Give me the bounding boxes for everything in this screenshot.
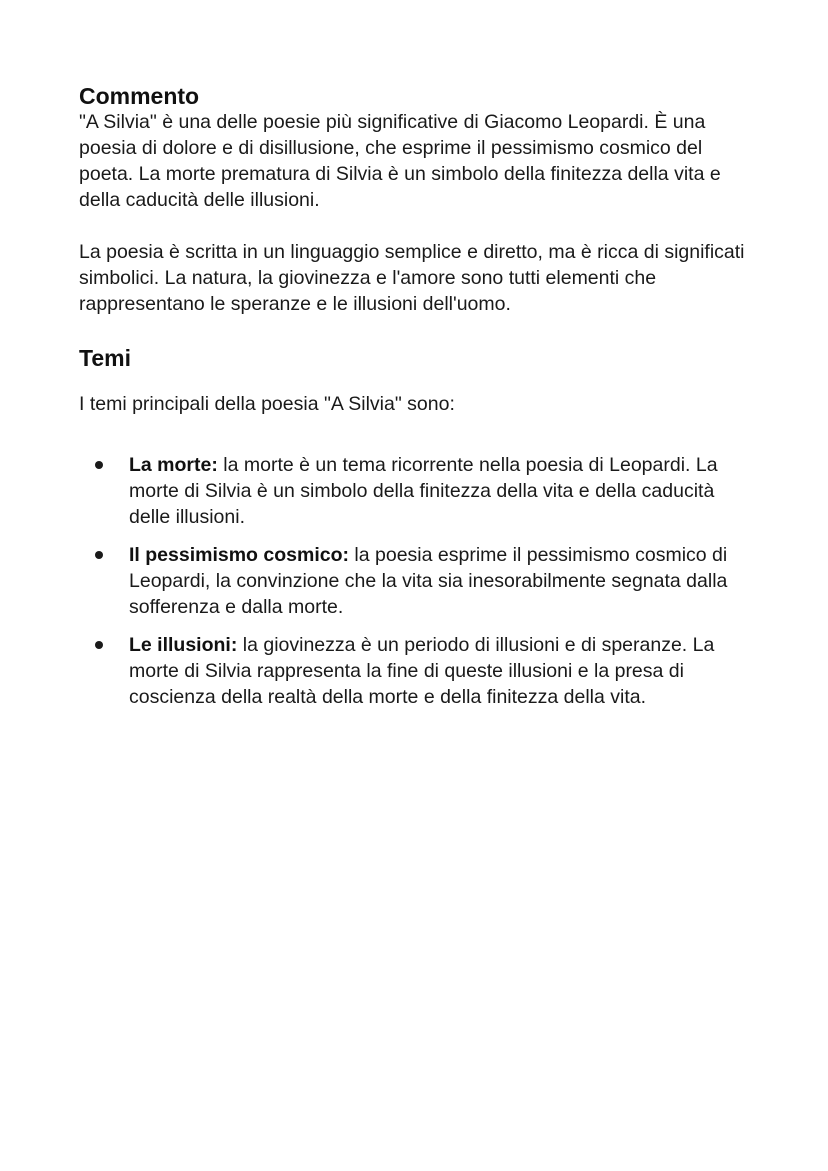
list-item-term: Le illusioni: <box>129 634 238 656</box>
list-item-text: la morte è un tema ricorrente nella poesia di Leopardi. La morte di Silvia è un simbolo della finitezza della vita e della caducità delle illusioni. <box>129 454 718 528</box>
bullet-icon <box>95 641 103 649</box>
commento-heading: Commento <box>79 83 200 109</box>
list-item-text: la poesia esprime il pessimismo cosmico di Leopardi, la convinzione che la vita sia inesorabilmente segnata dalla sofferenza e dalla morte. <box>129 544 728 618</box>
list-item-la-morte <box>79 452 759 530</box>
commento-paragraph-2: La poesia è scritta in un linguaggio semplice e diretto, ma è ricca di significati simbolici. La natura, la giovinezza e l'amore sono tutti elementi che rappresentano le speranze e le illusioni dell'uomo. <box>79 241 745 315</box>
list-item-le-illusioni <box>79 632 759 710</box>
temi-list <box>79 452 759 710</box>
commento-paragraph-1: "A Silvia" è una delle poesie più significative di Giacomo Leopardi. È una poesia di dolore e di disillusione, che esprime il pessimismo cosmico del poeta. La morte prematura di Silvia è un simbolo della finitezza della vita e della caducità delle illusioni. <box>79 111 721 211</box>
bullet-icon <box>95 461 103 469</box>
document-page <box>79 83 759 722</box>
list-item-text: la giovinezza è un periodo di illusioni e di speranze. La morte di Silvia rappresenta la fine di queste illusioni e la presa di coscienza della realtà della morte e della finitezza della vita. <box>129 634 715 708</box>
list-item-term: La morte: <box>129 454 218 476</box>
list-item-term: Il pessimismo cosmico: <box>129 544 349 566</box>
temi-intro: I temi principali della poesia "A Silvia" sono: <box>79 393 455 415</box>
list-item-pessimismo-cosmico <box>79 542 759 620</box>
bullet-icon <box>95 551 103 559</box>
temi-heading: Temi <box>79 345 131 371</box>
